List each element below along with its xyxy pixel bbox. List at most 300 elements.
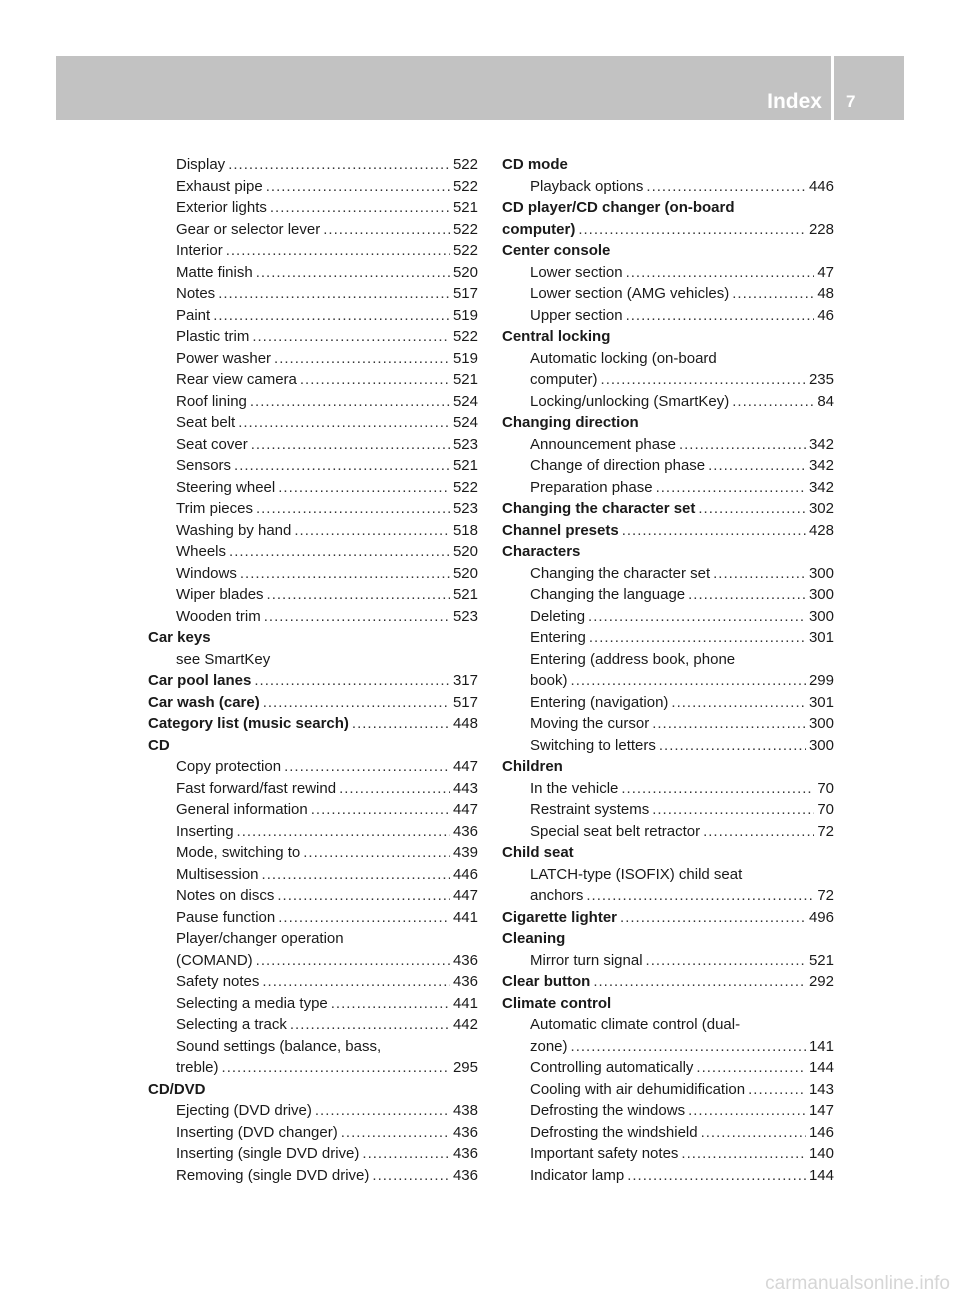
index-term: Playback options [530, 177, 644, 195]
index-entry [502, 1036, 834, 1058]
index-page-ref: 521 [808, 951, 834, 969]
dot-leader [571, 670, 806, 692]
index-page-ref: 448 [452, 715, 478, 732]
dot-leader [238, 412, 450, 434]
index-term: Defrosting the windows [530, 1102, 686, 1119]
index-term: Sound settings (balance, bass, [176, 1037, 382, 1055]
index-entry [148, 262, 478, 284]
dot-leader [586, 885, 814, 907]
index-entry [502, 993, 834, 1015]
index-entry [148, 993, 478, 1015]
index-term: Safety notes [176, 973, 260, 990]
dot-leader [278, 907, 450, 929]
dot-leader [621, 778, 814, 800]
index-page-ref: 436 [452, 951, 478, 969]
index-page-ref: 46 [817, 306, 834, 324]
index-page-ref: 436 [452, 1123, 478, 1141]
index-page-ref: 428 [808, 521, 834, 539]
index-page-ref: 446 [452, 865, 478, 883]
index-entry [148, 1165, 478, 1187]
index-term: Special seat belt retractor [530, 822, 701, 840]
index-term: Pause function [176, 908, 276, 926]
dot-leader [267, 584, 450, 606]
index-term: Removing (single DVD drive) [176, 1166, 370, 1184]
dot-leader [323, 219, 450, 241]
index-entry [148, 713, 478, 735]
index-page-ref: 300 [808, 564, 834, 582]
index-page-ref: 317 [452, 672, 478, 689]
index-term: Windows [176, 564, 237, 582]
index-entry [148, 498, 478, 520]
index-term: Changing direction [502, 414, 639, 431]
index-page-ref: 144 [808, 1166, 834, 1184]
dot-leader [713, 563, 806, 585]
index-entry [148, 455, 478, 477]
index-term: Controlling automatically [530, 1059, 694, 1076]
dot-leader [226, 240, 450, 262]
dot-leader [222, 1057, 450, 1079]
dot-leader [601, 369, 806, 391]
index-term: CD player/CD changer (on-board [502, 199, 735, 216]
dot-leader [646, 176, 806, 198]
index-page-ref: 300 [808, 586, 834, 603]
index-term: treble) [176, 1059, 219, 1076]
watermark: carmanualsonline.info [765, 1273, 950, 1294]
index-entry [502, 1014, 834, 1036]
index-entry [502, 971, 834, 993]
index-entry [502, 154, 834, 176]
dot-leader [703, 821, 814, 843]
index-entry [148, 391, 478, 413]
index-page-ref: 521 [452, 371, 478, 388]
index-entry [502, 735, 834, 757]
index-page-ref: 235 [808, 371, 834, 388]
index-term: Important safety notes [530, 1145, 679, 1162]
dot-leader [626, 305, 815, 327]
dot-leader [252, 326, 450, 348]
index-entry [502, 713, 834, 735]
index-term: Cigarette lighter [502, 908, 618, 926]
index-term: Wiper blades [176, 586, 264, 603]
index-entry [502, 1079, 834, 1101]
index-entry [502, 240, 834, 262]
index-entry [148, 520, 478, 542]
index-page-ref: 72 [817, 822, 834, 840]
index-entry [502, 1057, 834, 1079]
dot-leader [263, 692, 450, 714]
index-page-ref: 517 [452, 285, 478, 302]
index-term: Notes [176, 285, 216, 302]
index-entry [148, 971, 478, 993]
index-page-ref: 522 [452, 177, 478, 195]
index-page-ref: 300 [808, 715, 834, 732]
index-page-ref: 443 [452, 779, 478, 797]
index-page-ref: 523 [452, 607, 478, 625]
index-page-ref: 447 [452, 801, 478, 818]
index-page-ref: 147 [808, 1102, 834, 1119]
dot-leader [294, 520, 450, 542]
dot-leader [646, 950, 806, 972]
dot-leader [362, 1143, 450, 1165]
index-entry [502, 455, 834, 477]
index-term: General information [176, 801, 308, 818]
index-entry [148, 885, 478, 907]
index-entry [502, 584, 834, 606]
index-entry [148, 950, 478, 972]
index-page-ref: 520 [452, 543, 478, 560]
index-page-ref: 228 [808, 220, 834, 238]
index-entry [148, 584, 478, 606]
dot-leader [626, 262, 815, 284]
index-term: Center console [502, 242, 611, 259]
index-page-ref: 517 [452, 693, 478, 711]
dot-leader [213, 305, 450, 327]
index-term: Steering wheel [176, 478, 276, 496]
index-term: Inserting (single DVD drive) [176, 1145, 360, 1162]
index-term: Children [502, 758, 563, 775]
index-entry [502, 520, 834, 542]
index-page-ref: 299 [808, 672, 834, 689]
dot-leader [270, 197, 450, 219]
index-page-ref: 140 [808, 1145, 834, 1162]
index-term: Lower section [530, 263, 623, 281]
index-page-ref: 292 [808, 973, 834, 990]
index-entry [148, 1079, 478, 1101]
index-entry [502, 326, 834, 348]
index-term: Selecting a media type [176, 994, 328, 1012]
index-term: (COMAND) [176, 951, 253, 969]
index-page-ref: 521 [452, 586, 478, 603]
dot-leader [679, 434, 806, 456]
dot-leader [274, 348, 450, 370]
index-term: Trim pieces [176, 500, 253, 517]
index-entry [148, 305, 478, 327]
dot-leader [588, 606, 806, 628]
index-entry [148, 197, 478, 219]
index-entry [148, 1100, 478, 1122]
index-page-ref: 447 [452, 887, 478, 904]
index-entry [148, 477, 478, 499]
dot-leader [688, 1100, 806, 1122]
index-term: book) [530, 672, 568, 689]
dot-leader [284, 756, 450, 778]
index-entry [148, 541, 478, 563]
index-entry [502, 649, 834, 671]
index-term: Channel presets [502, 521, 619, 539]
index-entry [148, 326, 478, 348]
dot-leader [701, 1122, 806, 1144]
index-term: Wooden trim [176, 607, 261, 625]
index-page-ref: 521 [452, 457, 478, 474]
dot-leader [264, 606, 450, 628]
index-page-ref: 441 [452, 994, 478, 1012]
index-entry [148, 864, 478, 886]
index-page-ref: 519 [452, 306, 478, 324]
index-column-right [502, 154, 834, 1186]
index-page-ref: 436 [452, 1166, 478, 1184]
index-page-ref: 522 [452, 242, 478, 259]
dot-leader [681, 1143, 806, 1165]
dot-leader [671, 692, 806, 714]
index-entry [502, 1165, 834, 1187]
index-term: Inserting [176, 822, 234, 840]
index-term: Interior [176, 242, 223, 259]
index-page-ref: 447 [452, 758, 478, 775]
index-page-ref: 302 [808, 500, 834, 517]
index-entry [148, 756, 478, 778]
index-entry [148, 283, 478, 305]
index-term: Characters [502, 543, 581, 560]
index-term: Inserting (DVD changer) [176, 1123, 338, 1141]
dot-leader [300, 369, 450, 391]
index-entry [148, 735, 478, 757]
index-term: Category list (music search) [148, 715, 349, 732]
index-term: Child seat [502, 844, 574, 861]
dot-leader [256, 498, 450, 520]
index-term: Lower section (AMG vehicles) [530, 285, 730, 302]
index-page-ref: 300 [808, 736, 834, 754]
index-entry [148, 821, 478, 843]
dot-leader [732, 283, 814, 305]
dot-leader [266, 176, 450, 198]
index-page-ref: 436 [452, 822, 478, 840]
index-page-ref: 342 [808, 435, 834, 453]
dot-leader [341, 1122, 450, 1144]
index-entry [148, 240, 478, 262]
index-entry [148, 412, 478, 434]
index-term: Power washer [176, 349, 272, 367]
index-entry [148, 799, 478, 821]
index-term: Mirror turn signal [530, 951, 643, 969]
index-term: In the vehicle [530, 779, 619, 797]
index-term: Central locking [502, 328, 611, 345]
header-separator [831, 56, 834, 120]
dot-leader [229, 541, 450, 563]
index-entry [502, 756, 834, 778]
dot-leader [652, 799, 814, 821]
index-entry [502, 283, 834, 305]
index-term: see SmartKey [176, 650, 271, 668]
index-entry [148, 1057, 478, 1079]
dot-leader [234, 455, 450, 477]
index-entry [148, 434, 478, 456]
index-term: Change of direction phase [530, 457, 706, 474]
index-entry [502, 1100, 834, 1122]
dot-leader [622, 520, 806, 542]
index-entry [148, 606, 478, 628]
dot-leader [251, 434, 450, 456]
index-page-ref: 524 [452, 392, 478, 410]
index-entry [502, 305, 834, 327]
index-term: Notes on discs [176, 887, 275, 904]
index-term: Ejecting (DVD drive) [176, 1102, 312, 1119]
index-term: LATCH-type (ISOFIX) child seat [530, 865, 743, 883]
dot-leader [372, 1165, 450, 1187]
index-term: Automatic climate control (dual- [530, 1016, 741, 1033]
index-page-ref: 144 [808, 1059, 834, 1076]
index-term: Entering (navigation) [530, 693, 669, 711]
index-page-ref: 438 [452, 1102, 478, 1119]
dot-leader [278, 477, 450, 499]
index-entry [502, 369, 834, 391]
dot-leader [593, 971, 806, 993]
index-term: Car pool lanes [148, 672, 252, 689]
dot-leader [256, 262, 450, 284]
index-entry [502, 885, 834, 907]
index-term: Player/changer operation [176, 930, 344, 947]
index-term: Clear button [502, 973, 591, 990]
index-term: Announcement phase [530, 435, 676, 453]
index-term: CD mode [502, 156, 568, 173]
index-entry [502, 348, 834, 370]
index-term: Matte finish [176, 263, 253, 281]
index-entry [502, 498, 834, 520]
index-page-ref: 342 [808, 457, 834, 474]
index-term: Cleaning [502, 930, 566, 947]
index-term: Display [176, 156, 226, 173]
dot-leader [659, 735, 806, 757]
index-entry [148, 154, 478, 176]
index-term: Multisession [176, 865, 259, 883]
dot-leader [578, 219, 806, 241]
index-entry [502, 176, 834, 198]
dot-leader [571, 1036, 806, 1058]
index-page-ref: 442 [452, 1016, 478, 1033]
index-page-ref: 524 [452, 414, 478, 431]
page-number: 7 [846, 92, 856, 111]
index-entry [502, 821, 834, 843]
dot-leader [228, 154, 450, 176]
dot-leader [698, 498, 806, 520]
index-entry [502, 541, 834, 563]
index-term: Rear view camera [176, 371, 297, 388]
dot-leader [290, 1014, 450, 1036]
index-page-ref: 522 [452, 220, 478, 238]
index-term: Selecting a track [176, 1016, 287, 1033]
index-page-ref: 520 [452, 564, 478, 582]
index-entry [148, 369, 478, 391]
index-entry [502, 627, 834, 649]
index-entry [502, 778, 834, 800]
dot-leader [218, 283, 450, 305]
dot-leader [240, 563, 450, 585]
index-page-ref: 519 [452, 349, 478, 367]
index-term: Exhaust pipe [176, 177, 263, 195]
index-page-ref: 295 [452, 1059, 478, 1076]
dot-leader [589, 627, 806, 649]
index-entry [148, 627, 478, 649]
dot-leader [627, 1165, 806, 1187]
dot-leader [277, 885, 450, 907]
index-page-ref: 436 [452, 1145, 478, 1162]
index-term: Switching to letters [530, 736, 656, 754]
index-entry [502, 412, 834, 434]
dot-leader [352, 713, 450, 735]
index-entry [148, 928, 478, 950]
index-page-ref: 446 [808, 177, 834, 195]
index-page-ref: 70 [817, 779, 834, 797]
index-entry [148, 649, 478, 671]
dot-leader [254, 670, 450, 692]
index-page-ref: 441 [452, 908, 478, 926]
index-term: CD [148, 736, 170, 754]
index-page-ref: 521 [452, 199, 478, 216]
index-page-ref: 496 [808, 908, 834, 926]
index-entry [148, 219, 478, 241]
index-entry [502, 1143, 834, 1165]
index-entry [502, 219, 834, 241]
index-page-ref: 342 [808, 478, 834, 496]
index-entry [148, 348, 478, 370]
index-entry [148, 1143, 478, 1165]
dot-leader [652, 713, 806, 735]
index-entry [148, 842, 478, 864]
index-term: Sensors [176, 457, 232, 474]
index-entry [502, 692, 834, 714]
index-term: Fast forward/fast rewind [176, 779, 337, 797]
index-entry [502, 1122, 834, 1144]
index-page-ref: 522 [452, 156, 478, 173]
index-page-ref: 522 [452, 478, 478, 496]
index-page-ref: 47 [817, 263, 834, 281]
index-entry [502, 434, 834, 456]
index-term: Cooling with air dehumidification [530, 1080, 746, 1098]
index-page-ref: 141 [808, 1037, 834, 1055]
index-term: Seat cover [176, 435, 248, 453]
dot-leader [250, 391, 450, 413]
index-page-ref: 72 [817, 887, 834, 904]
index-entry [148, 778, 478, 800]
dot-leader [656, 477, 806, 499]
dot-leader [708, 455, 806, 477]
index-term: computer) [530, 371, 598, 388]
index-term: Gear or selector lever [176, 220, 321, 238]
index-page-ref: 518 [452, 521, 478, 539]
index-term: Roof lining [176, 392, 247, 410]
dot-leader [339, 778, 450, 800]
index-page-ref: 300 [808, 607, 834, 625]
index-term: Changing the language [530, 586, 686, 603]
dot-leader [237, 821, 450, 843]
dot-leader [696, 1057, 806, 1079]
index-term: Defrosting the windshield [530, 1123, 698, 1141]
index-entry [148, 907, 478, 929]
index-term: zone) [530, 1037, 568, 1055]
index-page-ref: 146 [808, 1123, 834, 1141]
index-entry [502, 842, 834, 864]
index-page-ref: 84 [817, 392, 834, 410]
index-term: Upper section [530, 306, 623, 324]
index-entry [502, 864, 834, 886]
index-term: Seat belt [176, 414, 236, 431]
dot-leader [262, 971, 450, 993]
index-entry [502, 928, 834, 950]
index-term: Wheels [176, 543, 227, 560]
dot-leader [303, 842, 450, 864]
index-entry [502, 391, 834, 413]
index-term: Preparation phase [530, 478, 653, 496]
index-term: Indicator lamp [530, 1166, 625, 1184]
index-term: Copy protection [176, 758, 282, 775]
index-column-left [148, 154, 478, 1186]
index-page-ref: 301 [808, 629, 834, 646]
index-term: Paint [176, 306, 211, 324]
dot-leader [311, 799, 450, 821]
index-entry [148, 563, 478, 585]
index-page-ref: 48 [817, 285, 834, 302]
index-entry [148, 692, 478, 714]
index-entry [502, 262, 834, 284]
